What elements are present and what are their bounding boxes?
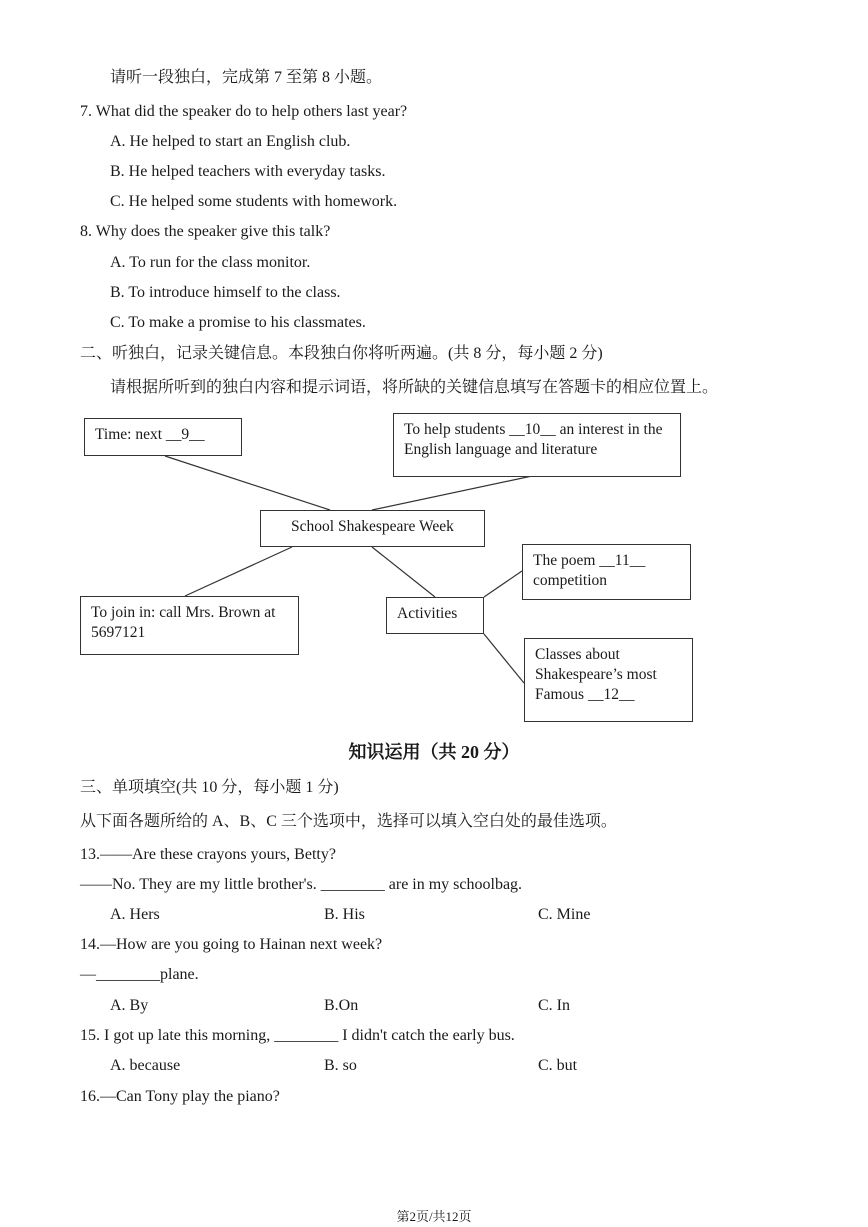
box-join: To join in: call Mrs. Brown at 5697121 bbox=[80, 596, 299, 655]
part2-instruction: 请根据所听到的独白内容和提示词语，将所缺的关键信息填写在答题卡的相应位置上。 bbox=[110, 379, 719, 396]
connector-join bbox=[185, 547, 292, 596]
q13-option-b: B. His bbox=[324, 906, 365, 923]
connector-activities bbox=[372, 547, 435, 597]
connector-time bbox=[165, 456, 330, 510]
q8-stem: 8. Why does the speaker give this talk? bbox=[80, 223, 331, 240]
q15-option-b: B. so bbox=[324, 1057, 357, 1074]
box-time: Time: next __9__ bbox=[84, 418, 242, 456]
q8-option-b: B. To introduce himself to the class. bbox=[110, 284, 341, 301]
q7-option-a: A. He helped to start an English club. bbox=[110, 133, 351, 150]
part3-instruction: 从下面各题所给的 A、B、C 三个选项中，选择可以填入空白处的最佳选项。 bbox=[80, 813, 617, 830]
q15-line1: 15. I got up late this morning, ________ I didn't catch the early bus. bbox=[80, 1027, 515, 1044]
q15-option-c: C. but bbox=[538, 1057, 578, 1074]
q8-option-c: C. To make a promise to his classmates. bbox=[110, 314, 366, 331]
page-footer: 第2页/共12页 bbox=[396, 1209, 472, 1224]
connector-poem bbox=[484, 571, 522, 597]
q7-option-b: B. He helped teachers with everyday tasks. bbox=[110, 163, 386, 180]
box-classes: Classes about Shakespeare’s most Famous __12__ bbox=[524, 638, 693, 722]
q14-option-c: C. In bbox=[538, 997, 570, 1014]
part1-instruction: 请听一段独白，完成第 7 至第 8 小题。 bbox=[110, 69, 383, 86]
q16-line1: 16.—Can Tony play the piano? bbox=[80, 1088, 280, 1105]
q14-line2: —________plane. bbox=[80, 966, 199, 983]
q14-option-a: A. By bbox=[110, 997, 149, 1014]
q13-line1: 13.——Are these crayons yours, Betty? bbox=[80, 846, 336, 863]
q7-stem: 7. What did the speaker do to help others last year? bbox=[80, 103, 408, 120]
box-center: School Shakespeare Week bbox=[260, 510, 485, 547]
part3-heading: 三、单项填空(共 10 分，每小题 1 分) bbox=[80, 779, 339, 796]
q8-option-a: A. To run for the class monitor. bbox=[110, 254, 311, 271]
q14-option-b: B.On bbox=[324, 997, 359, 1014]
box-activities: Activities bbox=[386, 597, 484, 634]
q13-option-a: A. Hers bbox=[110, 906, 160, 923]
box-poem: The poem __11__ competition bbox=[522, 544, 691, 600]
box-purpose: To help students __10__ an interest in the English language and literature bbox=[393, 413, 681, 477]
q14-line1: 14.—How are you going to Hainan next week? bbox=[80, 936, 383, 953]
connector-classes bbox=[484, 634, 524, 683]
q7-option-c: C. He helped some students with homework. bbox=[110, 193, 398, 210]
q13-line2: ——No. They are my little brother's. ________ are in my schoolbag. bbox=[80, 876, 523, 893]
q13-option-c: C. Mine bbox=[538, 906, 591, 923]
section-title: 知识运用（共 20 分） bbox=[348, 742, 520, 762]
part2-heading: 二、听独白，记录关键信息。本段独白你将听两遍。(共 8 分，每小题 2 分) bbox=[80, 345, 603, 362]
connector-purpose bbox=[372, 476, 532, 510]
q15-option-a: A. because bbox=[110, 1057, 181, 1074]
